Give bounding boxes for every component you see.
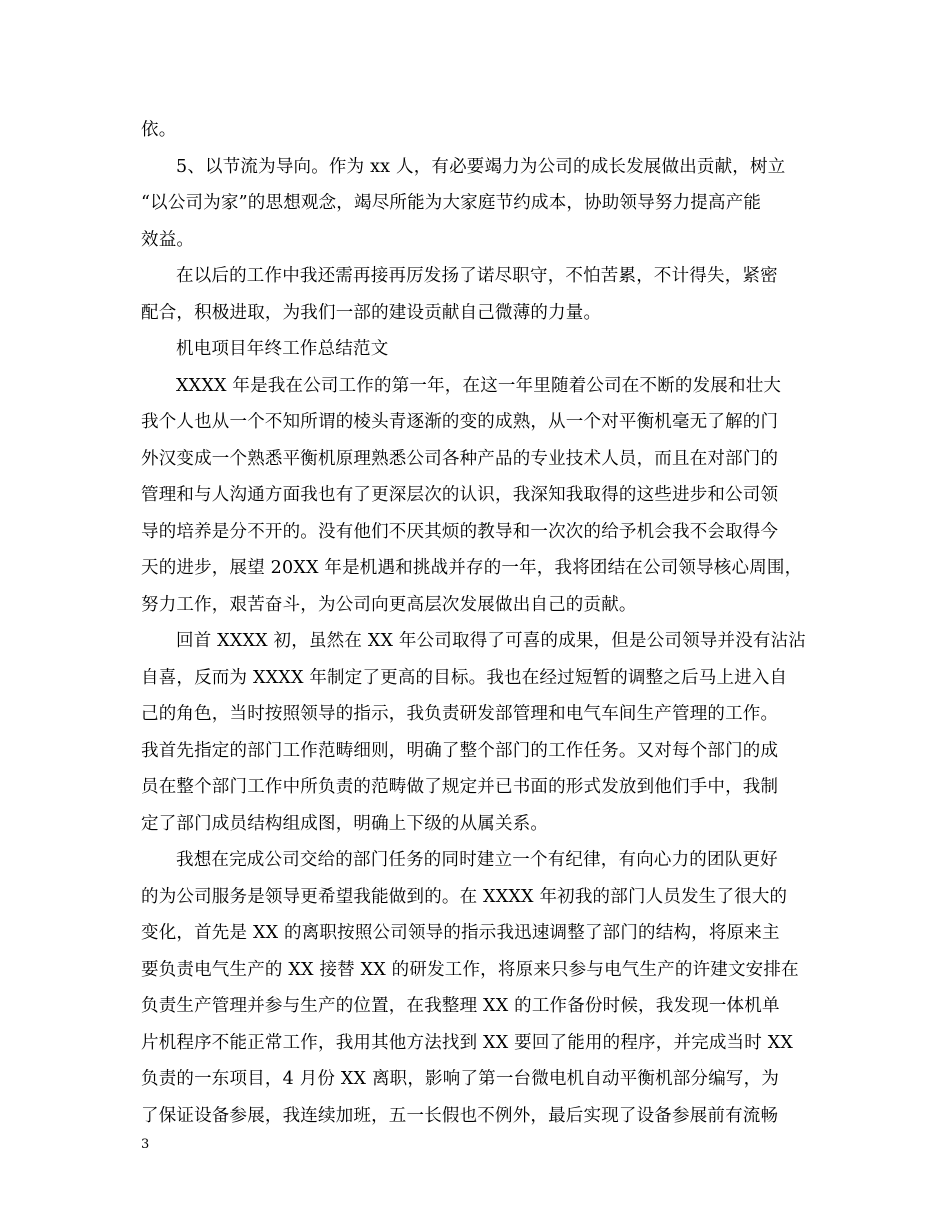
text-line: 5、以节流为导向。作为 xx 人，有必要竭力为公司的成长发展做出贡献，树立 (176, 156, 786, 177)
text-line: 负责的一东项目，4 月份 XX 离职，影响了第一台微电机自动平衡机部分编写，为 (141, 1069, 780, 1089)
text-line: 员在整个部门工作中所负责的范畴做了规定并已书面的形式发放到他们手中，我制 (141, 777, 779, 797)
text-line: 了保证设备参展，我连续加班，五一长假也不例外，最后实现了设备参展前有流畅 (141, 1105, 779, 1126)
text-line: 天的进步，展望 20XX 年是机遇和挑战并存的一年，我将团结在公司领导核心周围， (141, 558, 803, 578)
text-line: 努力工作，艰苦奋斗，为公司向更高层次发展做出自己的贡献。 (141, 594, 637, 615)
text-line: 我个人也从一个不知所谓的棱头青逐渐的变的成熟，从一个对平衡机毫无了解的门 (141, 412, 779, 432)
text-line: “以公司为家”的思想观念，竭尽所能为大家庭节约成本，协助领导努力提高产能 (141, 193, 762, 213)
text-line: 自喜，反而为 XXXX 年制定了更高的目标。我也在经过短暂的调整之后马上进入自 (141, 667, 788, 688)
text-line: 管理和与人沟通方面我也有了更深层次的认识，我深知我取得的这些进步和公司领 (141, 485, 779, 505)
text-line: 片机程序不能正常工作，我用其他方法找到 XX 要回了能用的程序，并完成当时 XX (141, 1032, 794, 1053)
text-line: 要负责电气生产的 XX 接替 XX 的研发工作，将原来只参与电气生产的许建文安排在 (141, 959, 799, 980)
text-line: 导的培养是分不开的。没有他们不厌其烦的教导和一次次的给予机会我不会取得今 (141, 521, 779, 542)
text-line: 变化，首先是 XX 的离职按照公司领导的指示我迅速调整了部门的结构，将原来主 (141, 923, 780, 943)
text-line: 的为公司服务是领导更希望我能做到的。在 XXXX 年初我的部门人员发生了很大的 (141, 886, 788, 907)
body-text (141, 112, 821, 1134)
text-line: 定了部门成员结构组成图，明确上下级的从属关系。 (141, 813, 549, 834)
text-line: 我首先指定的部门工作范畴细则，明确了整个部门的工作任务。又对每个部门的成 (141, 740, 779, 761)
text-line: 依。 (141, 120, 177, 140)
text-line: 负责生产管理并参与生产的位置，在我整理 XX 的工作备份时候，我发现一体机单 (141, 996, 780, 1016)
text-line: 己的角色，当时按照领导的指示，我负责研发部管理和电气车间生产管理的工作。 (141, 704, 779, 724)
text-line: 在以后的工作中我还需再接再厉发扬了诺尽职守，不怕苦累，不计得失，紧密 (176, 266, 778, 286)
text-line: 回首 XXXX 初，虽然在 XX 年公司取得了可喜的成果，但是公司领导并没有沾沾 (176, 631, 806, 651)
text-line: 外汉变成一个熟悉平衡机原理熟悉公司各种产品的专业技术人员，而且在对部门的 (141, 448, 779, 469)
text-line: 我想在完成公司交给的部门任务的同时建立一个有纪律，有向心力的团队更好 (176, 850, 778, 870)
text-line: 效益。 (141, 229, 195, 250)
text-line: 配合，积极进取，为我们一部的建设贡献自己微薄的力量。 (141, 302, 602, 323)
page-number: 3 (141, 1137, 150, 1152)
text-line: XXXX 年是我在公司工作的第一年，在这一年里随着公司在不断的发展和壮大 (176, 375, 782, 396)
text-line: 机电项目年终工作总结范文 (176, 339, 389, 359)
